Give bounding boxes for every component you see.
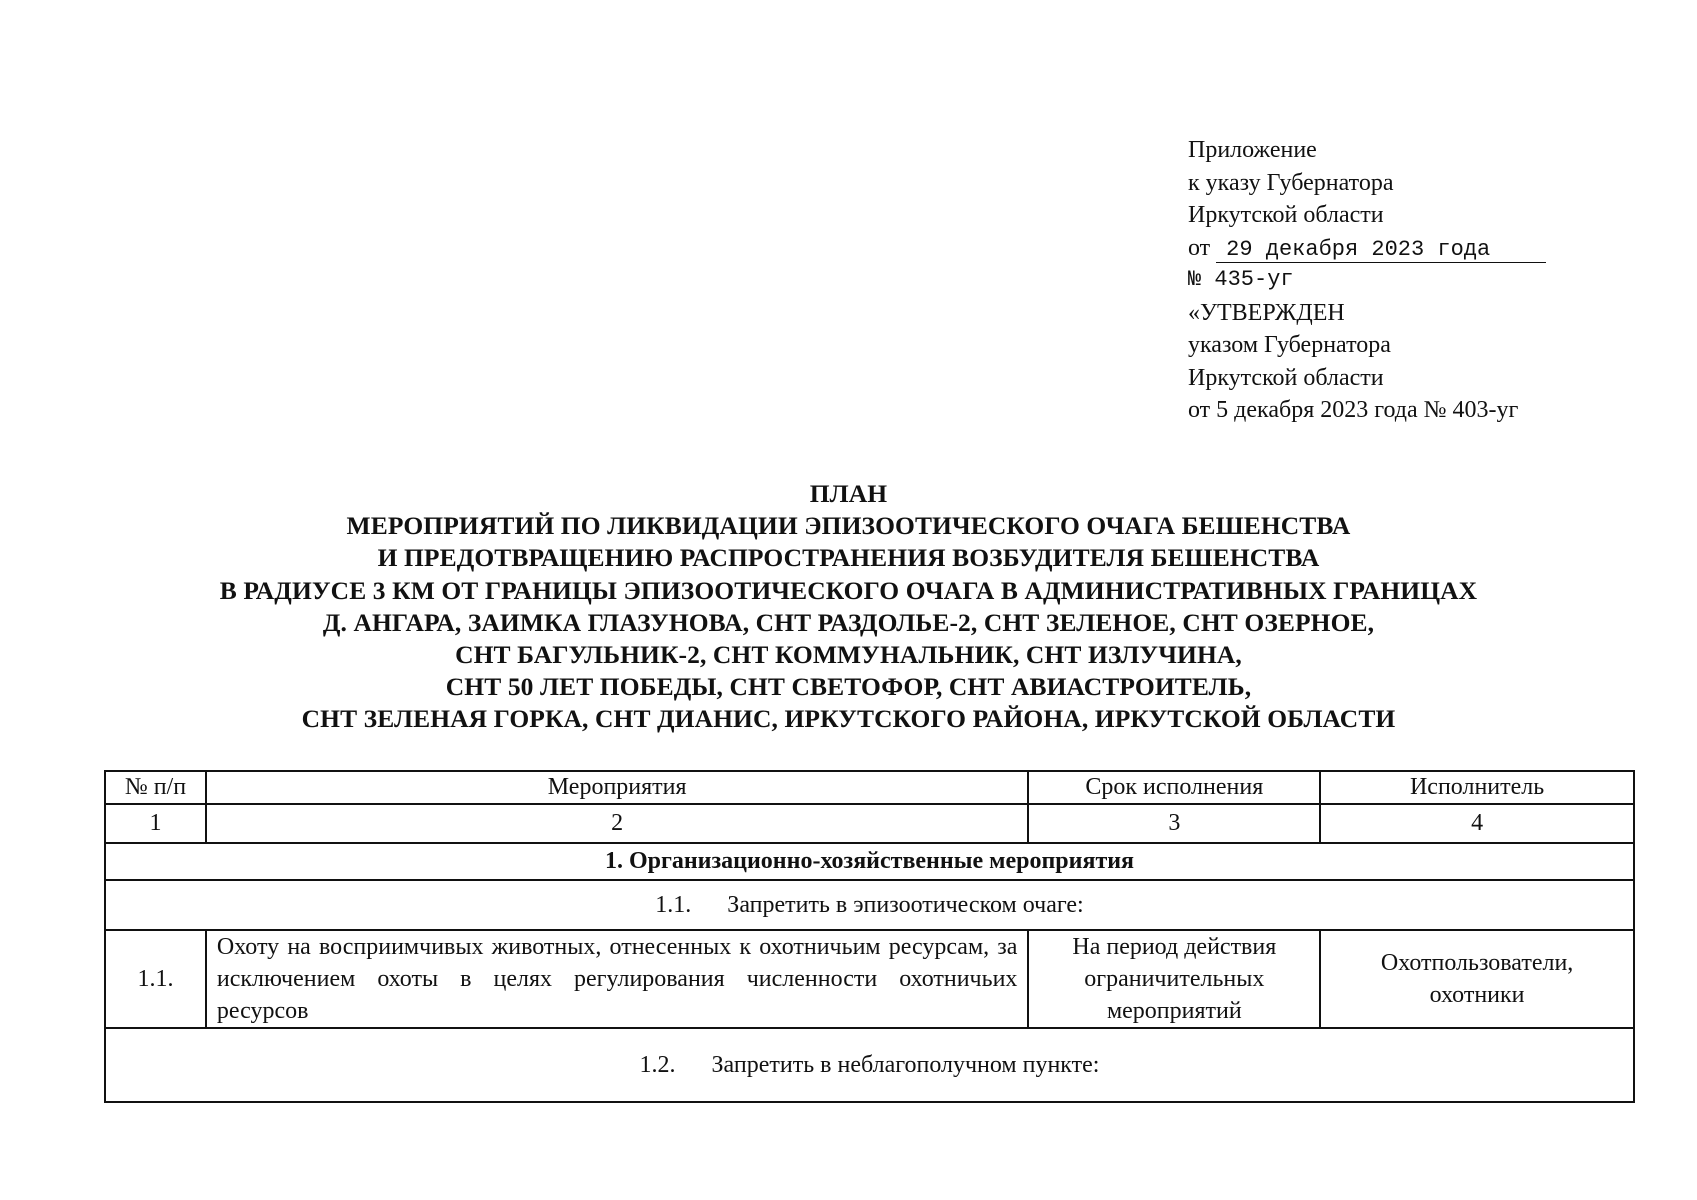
column-number: 2 — [206, 804, 1029, 843]
title-line: МЕРОПРИЯТИЙ ПО ЛИКВИДАЦИИ ЭПИЗООТИЧЕСКОГО ОЧАГА БЕШЕНСТВА — [346, 511, 1351, 541]
column-number: 4 — [1320, 804, 1634, 843]
column-number-row — [105, 804, 1634, 843]
appendix-line: указом Губернатора — [1188, 332, 1391, 358]
title-line: Д. АНГАРА, ЗАИМКА ГЛАЗУНОВА, СНТ РАЗДОЛЬЕ-2, СНТ ЗЕЛЕНОЕ, СНТ ОЗЕРНОЕ, — [322, 607, 1375, 637]
title-line: В РАДИУСЕ 3 КМ ОТ ГРАНИЦЫ ЭПИЗООТИЧЕСКОГО ОЧАГА В АДМИНИСТРАТИВНЫХ ГРАНИЦАХ — [219, 575, 1478, 605]
appendix-line: Иркутской области — [1188, 202, 1384, 228]
header-measures: Мероприятия — [206, 771, 1029, 804]
subsection-text: Запретить в неблагополучном пункте: — [711, 1051, 1100, 1078]
header-term: Срок исполнения — [1028, 771, 1320, 804]
appendix-line: Приложение — [1188, 137, 1317, 163]
from-label: от — [1188, 234, 1211, 261]
approved-label: «УТВЕРЖДЕН — [1188, 299, 1345, 326]
item-term: На период действия ограничительных мероприятий — [1028, 930, 1320, 1028]
item-measure: Охоту на восприимчивых животных, отнесенных к охотничьим ресурсам, за исключением охоты в целях регулирования численности охотничьих ресурсов — [206, 930, 1029, 1028]
column-number: 3 — [1028, 804, 1320, 843]
title-line: СНТ ЗЕЛЕНАЯ ГОРКА, СНТ ДИАНИС, ИРКУТСКОГО РАЙОНА, ИРКУТСКОЙ ОБЛАСТИ — [301, 704, 1396, 734]
table-row — [105, 930, 1634, 1028]
subsection-number: 1.2. — [639, 1051, 676, 1078]
title-line: ПЛАН — [809, 479, 888, 508]
appendix-date-line — [1188, 232, 1546, 265]
decree-number: № 435-уг — [1188, 267, 1294, 292]
appendix-block — [1188, 134, 1546, 427]
decree-date: 29 декабря 2023 года — [1216, 238, 1546, 263]
plan-table — [104, 770, 1635, 1103]
subsection-cell — [105, 880, 1634, 930]
subsection-number: 1.1. — [655, 891, 692, 918]
title-line: СНТ БАГУЛЬНИК-2, СНТ КОММУНАЛЬНИК, СНТ ИЗЛУЧИНА, — [455, 640, 1242, 670]
header-number: № п/п — [105, 771, 206, 804]
title-line: И ПРЕДОТВРАЩЕНИЮ РАСПРОСТРАНЕНИЯ ВОЗБУДИТЕЛЯ БЕШЕНСТВА — [377, 543, 1320, 573]
subsection-cell — [105, 1028, 1634, 1102]
table-header-row — [105, 771, 1634, 804]
appendix-line: к указу Губернатора — [1188, 169, 1394, 196]
item-executor: Охотпользователи, охотники — [1320, 930, 1634, 1028]
appendix-line: Иркутской области — [1188, 364, 1384, 391]
title-line: СНТ 50 ЛЕТ ПОБЕДЫ, СНТ СВЕТОФОР, СНТ АВИАСТРОИТЕЛЬ, — [445, 672, 1252, 702]
document-title — [0, 478, 1697, 736]
column-number: 1 — [105, 804, 206, 843]
approval-reference: от 5 декабря 2023 года № 403-уг — [1188, 397, 1519, 423]
subsection-row — [105, 880, 1634, 930]
section-title: 1. Организационно-хозяйственные мероприятия — [105, 843, 1634, 880]
subsection-text: Запретить в эпизоотическом очаге: — [727, 891, 1084, 918]
subsection-row — [105, 1028, 1634, 1102]
section-row — [105, 843, 1634, 880]
header-executor: Исполнитель — [1320, 771, 1634, 804]
item-number: 1.1. — [105, 930, 206, 1028]
